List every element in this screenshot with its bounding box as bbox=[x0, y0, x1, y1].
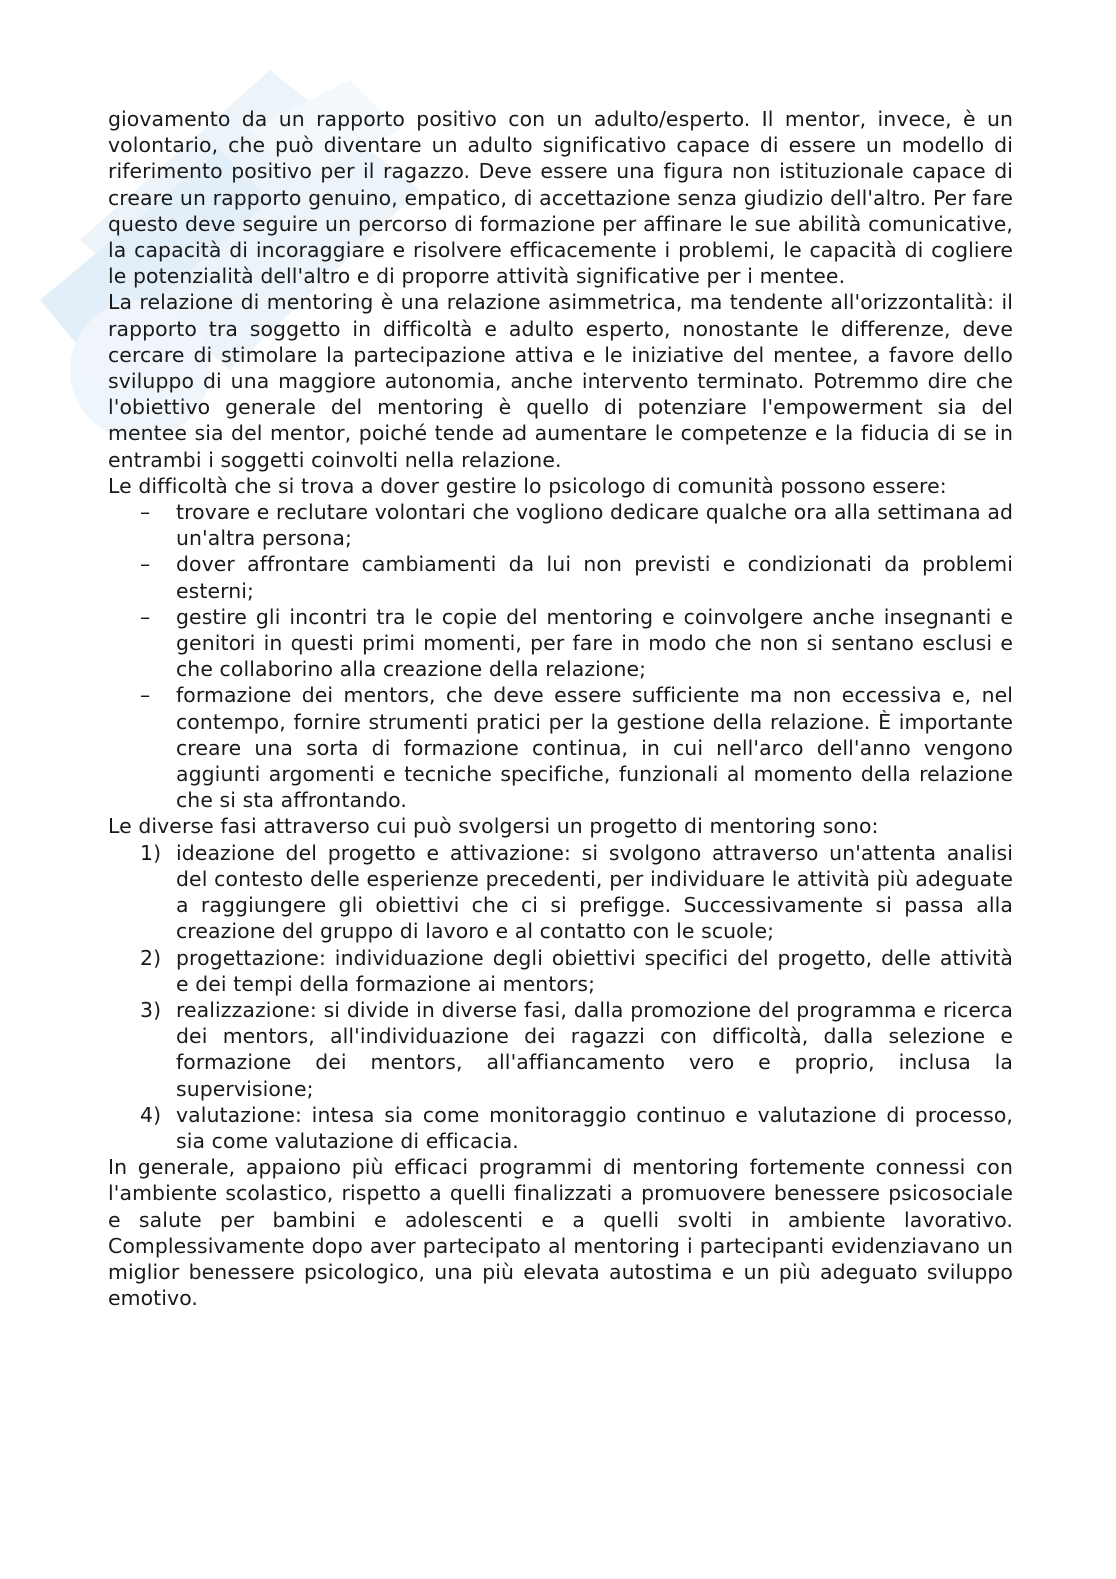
list-item-text: ideazione del progetto e attivazione: si svolgono attraverso un'attenta analisi del contesto delle esperienze precedenti, per individuare le attività più adeguate a raggiungere gli obiettivi che ci si prefigge. Successivamente si passa alla creazione del gruppo di lavoro e al contatto con le scuole; bbox=[176, 840, 1013, 944]
number-marker: 1) bbox=[140, 840, 162, 865]
list-item-text: trovare e reclutare volontari che vogliono dedicare qualche ora alla settimana ad un'altra persona; bbox=[176, 500, 1013, 551]
difficulties-intro: Le difficoltà che si trova a dover gestire lo psicologo di comunità possono essere: bbox=[108, 473, 947, 498]
list-item bbox=[108, 499, 1013, 551]
list-item-text: formazione dei mentors, che deve essere sufficiente ma non eccessiva e, nel contempo, fornire strumenti pratici per la gestione della relazione. È importante creare una sorta di formazione continua, in cui nell'arco dell'anno vengono aggiunti argomenti e tecniche specifiche, funzionali al momento della relazione che si sta affrontando. bbox=[176, 683, 1013, 813]
number-marker: 4) bbox=[140, 1102, 162, 1127]
list-item bbox=[108, 551, 1013, 603]
conclusion-paragraph: In generale, appaiono più efficaci programmi di mentoring fortemente connessi con l'ambiente scolastico, rispetto a quelli finalizzati a promuovere benessere psicosociale e salute per bambini e adolescenti e a quelli svolti in ambiente lavorativo. Complessivamente dopo aver partecipato al mentoring i partecipanti evidenziavano un miglior benessere psicologico, una più elevata autostima e un più adeguato sviluppo emotivo. bbox=[108, 1155, 1013, 1311]
difficulties-list bbox=[108, 499, 1013, 813]
phases-intro: Le diverse fasi attraverso cui può svolgersi un progetto di mentoring sono: bbox=[108, 814, 879, 839]
list-item bbox=[108, 945, 1013, 997]
list-item-text: realizzazione: si divide in diverse fasi, dalla promozione del programma e ricerca dei mentors, all'individuazione dei ragazzi con difficoltà, dalla selezione e formazione dei mentors, all'affiancamento vero e proprio, inclusa la supervisione; bbox=[176, 997, 1013, 1101]
list-item-text: gestire gli incontri tra le copie del mentoring e coinvolgere anche insegnanti e genitori in questi primi momenti, per fare in modo che non si sentano esclusi e che collaborino alla creazione della relazione; bbox=[176, 604, 1013, 682]
phases-list bbox=[108, 840, 1013, 1154]
dash-marker: – bbox=[140, 604, 151, 629]
list-item bbox=[108, 1102, 1013, 1154]
document-body bbox=[108, 106, 1013, 1311]
list-item bbox=[108, 604, 1013, 683]
number-marker: 2) bbox=[140, 945, 162, 970]
intro-paragraph: giovamento da un rapporto positivo con un adulto/esperto. Il mentor, invece, è un volontario, che può diventare un adulto significativo capace di essere un modello di riferimento positivo per il ragazzo. Deve essere una figura non istituzionale capace di creare un rapporto genuino, empatico, di accettazione senza giudizio dell'altro. Per fare questo deve seguire un percorso di formazione per affinare le sue abilità comunicative, la capacità di incoraggiare e risolvere efficacemente i problemi, le capacità di cogliere le potenzialità dell'altro e di proporre attività significative per i mentee. bbox=[108, 107, 1013, 289]
list-item bbox=[108, 682, 1013, 813]
number-marker: 3) bbox=[140, 997, 162, 1022]
list-item-text: dover affrontare cambiamenti da lui non previsti e condizionati da problemi esterni; bbox=[176, 552, 1013, 603]
list-item bbox=[108, 997, 1013, 1102]
dash-marker: – bbox=[140, 552, 151, 577]
dash-marker: – bbox=[140, 683, 151, 708]
list-item-text: progettazione: individuazione degli obiettivi specifici del progetto, delle attività e dei tempi della formazione ai mentors; bbox=[176, 945, 1013, 996]
list-item-text: valutazione: intesa sia come monitoraggio continuo e valutazione di processo, sia come valutazione di efficacia. bbox=[176, 1102, 1013, 1153]
relation-paragraph: La relazione di mentoring è una relazione asimmetrica, ma tendente all'orizzontalità: il rapporto tra soggetto in difficoltà e adulto esperto, nonostante le differenze, deve cercare di stimolare la partecipazione attiva e le iniziative del mentee, a favore dello sviluppo di una maggiore autonomia, anche intervento terminato. Potremmo dire che l'obiettivo generale del mentoring è quello di potenziare l'empowerment sia del mentee sia del mentor, poiché tende ad aumentare le competenze e la fiducia di se in entrambi i soggetti coinvolti nella relazione. bbox=[108, 290, 1013, 472]
list-item bbox=[108, 840, 1013, 945]
dash-marker: – bbox=[140, 500, 151, 525]
